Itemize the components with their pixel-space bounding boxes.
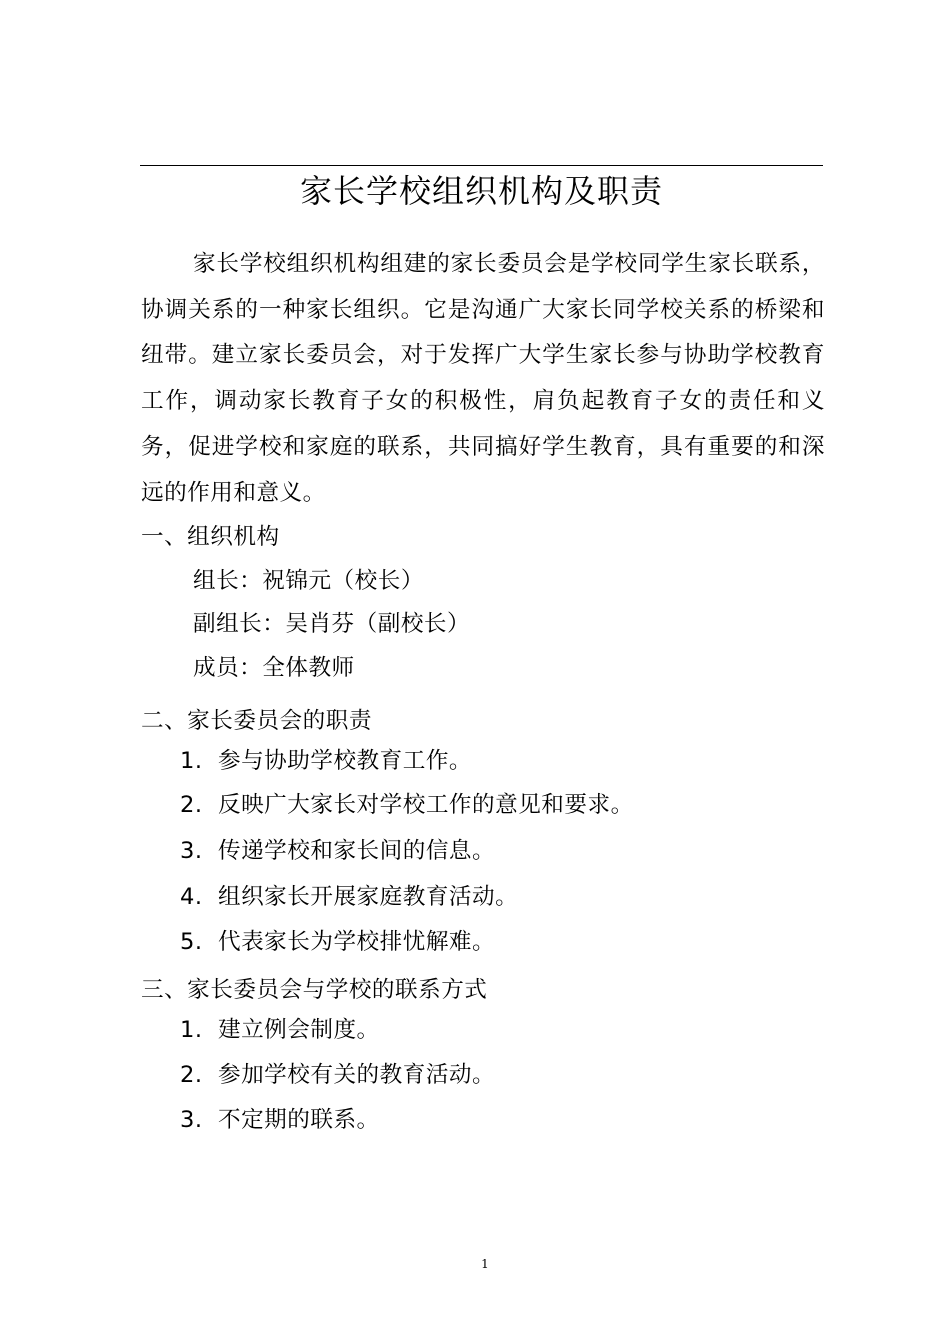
list-item — [180, 881, 518, 913]
list-item-number: 1. — [180, 1017, 203, 1043]
intro-paragraph: 家长学校组织机构组建的家长委员会是学校同学生家长联系，协调关系的一种家长组织。它是沟通广大家长同学校关系的桥梁和纽带。建立家长委员会，对于发挥广大学生家长参与协助学校教育工作，调动家长教育子女的积极性，肩负起教育子女的责任和义务，促进学校和家庭的联系，共同搞好学生教育，具有重要的和深远的作用和意义。 — [141, 251, 825, 506]
org-line-leader: 组长：祝锦元（校长） — [193, 568, 424, 594]
list-item — [180, 1014, 380, 1046]
page-number: 1 — [481, 1257, 489, 1271]
document-title: 家长学校组织机构及职责 — [299, 172, 663, 210]
list-item-number: 4. — [180, 884, 203, 910]
org-line-deputy: 副组长：吴肖芬（副校长） — [193, 611, 471, 637]
list-item-number: 2. — [180, 792, 203, 818]
list-item-text: 传递学校和家长间的信息。 — [218, 838, 496, 864]
list-item-number: 1. — [180, 748, 203, 774]
list-item — [180, 1059, 495, 1091]
list-item-text: 不定期的联系。 — [218, 1107, 380, 1133]
list-item-number: 3. — [180, 838, 203, 864]
list-item-text: 参与协助学校教育工作。 — [218, 748, 473, 774]
list-item-number: 3. — [180, 1107, 203, 1133]
section-2-heading: 二、家长委员会的职责 — [141, 708, 372, 734]
list-item-text: 代表家长为学校排忧解难。 — [218, 929, 496, 955]
list-item-text: 组织家长开展家庭教育活动。 — [218, 884, 519, 910]
list-item — [180, 926, 495, 958]
list-item — [180, 1104, 380, 1136]
list-item-text: 反映广大家长对学校工作的意见和要求。 — [218, 792, 634, 818]
list-item — [180, 745, 472, 777]
list-item — [180, 835, 495, 867]
section-3-heading: 三、家长委员会与学校的联系方式 — [141, 977, 488, 1003]
list-item-text: 参加学校有关的教育活动。 — [218, 1062, 496, 1088]
org-line-members: 成员：全体教师 — [193, 655, 355, 681]
list-item-text: 建立例会制度。 — [218, 1017, 380, 1043]
list-item-number: 2. — [180, 1062, 203, 1088]
list-item-number: 5. — [180, 929, 203, 955]
list-item — [180, 789, 634, 821]
header-rule — [140, 165, 823, 166]
section-1-heading: 一、组织机构 — [141, 524, 280, 550]
